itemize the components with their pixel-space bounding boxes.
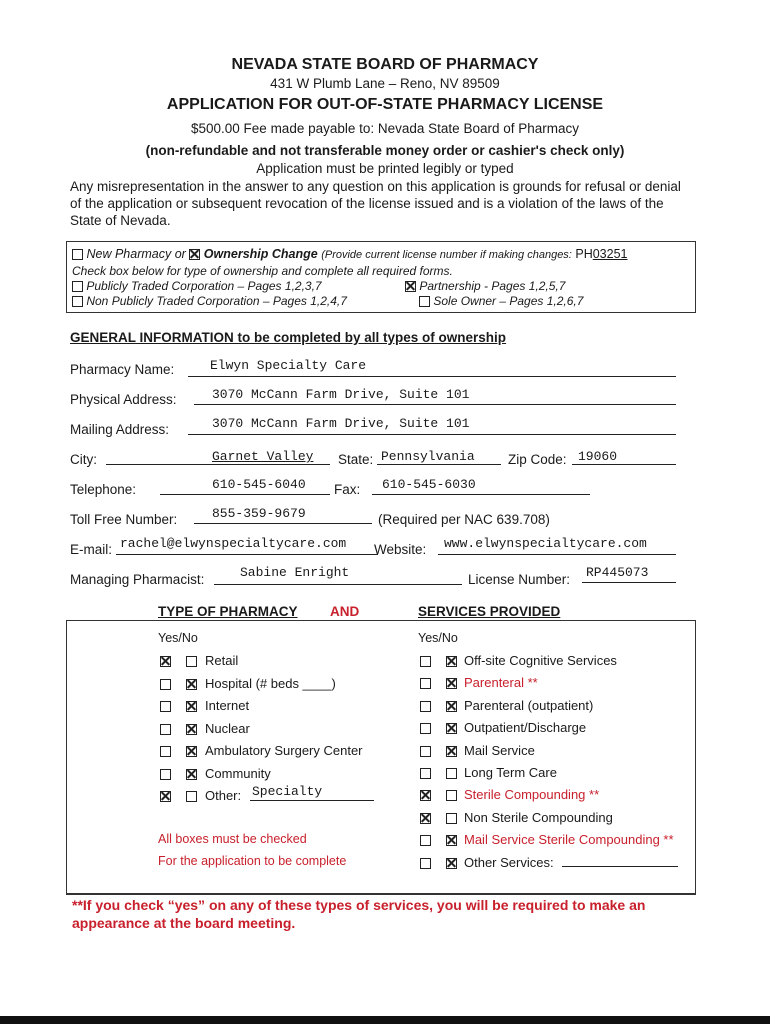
printed-line: Application must be printed legibly or typed — [256, 161, 514, 176]
service-yes-checkbox[interactable] — [420, 858, 431, 869]
service-no-checkbox[interactable] — [446, 678, 457, 689]
ownership-change-note: (Provide current license number if making changes: — [321, 249, 572, 261]
service-label: Outpatient/Discharge — [464, 720, 587, 736]
pharmacy-type-yes-checkbox[interactable] — [160, 769, 171, 780]
zip-label: Zip Code: — [508, 452, 567, 467]
service-label: Parenteral ** — [464, 675, 538, 691]
ownership-change-label: Ownership Change — [203, 247, 318, 261]
general-info-heading: GENERAL INFORMATION to be completed by all types of ownership — [70, 330, 507, 345]
mailing-address-label: Mailing Address: — [70, 422, 170, 437]
license-number-label: License Number: — [468, 572, 571, 587]
website-label: Website: — [374, 542, 427, 557]
service-no-checkbox[interactable] — [446, 835, 457, 846]
board-title: NEVADA STATE BOARD OF PHARMACY — [231, 56, 539, 73]
email-label: E-mail: — [70, 542, 113, 557]
service-label: Long Term Care — [464, 765, 557, 780]
service-no-checkbox[interactable] — [446, 813, 457, 824]
ownership-change-checkbox[interactable] — [189, 249, 200, 260]
pharmacy-type-no-checkbox[interactable] — [186, 746, 197, 757]
pharmacy-type-no-checkbox[interactable] — [186, 724, 197, 735]
city-field[interactable]: Garnet Valley — [212, 449, 314, 464]
service-yes-checkbox[interactable] — [420, 790, 431, 801]
pharmacy-type-yes-checkbox[interactable] — [160, 724, 171, 735]
service-label: Parenteral (outpatient) — [464, 697, 594, 713]
toll-free-field[interactable]: 855-359-9679 — [212, 506, 306, 521]
service-no-checkbox[interactable] — [446, 858, 457, 869]
footer-note-line2: appearance at the board meeting. — [72, 915, 296, 931]
license-number-field[interactable]: RP445073 — [586, 565, 649, 580]
pharmacy-type-yes-checkbox[interactable] — [160, 746, 171, 757]
pharmacy-type-label: Other: — [205, 788, 242, 803]
city-label: City: — [70, 452, 97, 467]
publicly-traded-label: Publicly Traded Corporation – Pages 1,2,3,7 — [86, 279, 322, 293]
partnership-label: Partnership - Pages 1,2,5,7 — [419, 279, 566, 293]
pharmacy-name-label: Pharmacy Name: — [70, 362, 175, 377]
telephone-label: Telephone: — [70, 482, 137, 497]
service-yes-checkbox[interactable] — [420, 656, 431, 667]
zip-field[interactable]: 19060 — [578, 449, 618, 464]
services-yesno-label: Yes/No — [418, 631, 458, 645]
non-publicly-traded-label: Non Publicly Traded Corporation – Pages 1,2,4,7 — [86, 294, 347, 308]
service-no-checkbox[interactable] — [446, 746, 457, 757]
misrepresentation-warning: Any misrepresentation in the answer to any question on this application is grounds for refusal or denial of the application or subsequent revocation of the license issued and is a violation of the laws of the State of Nevada. — [70, 179, 681, 228]
services-provided-heading: SERVICES PROVIDED — [418, 604, 561, 619]
pharmacy-type-no-checkbox[interactable] — [186, 679, 197, 690]
fax-field[interactable]: 610-545-6030 — [382, 477, 476, 492]
service-no-checkbox[interactable] — [446, 768, 457, 779]
pharmacy-type-yes-checkbox[interactable] — [160, 701, 171, 712]
service-label: Non Sterile Compounding — [464, 809, 613, 825]
sole-owner-label: Sole Owner – Pages 1,2,6,7 — [433, 294, 584, 308]
complete-note: For the application to be complete — [158, 854, 347, 868]
pharmacy-type-no-checkbox[interactable] — [186, 791, 197, 802]
new-pharmacy-label: New Pharmacy or — [86, 247, 186, 261]
service-yes-checkbox[interactable] — [420, 768, 431, 779]
type-of-pharmacy-heading: TYPE OF PHARMACY — [158, 604, 298, 619]
pharmacy-type-label: Ambulatory Surgery Center — [205, 743, 363, 758]
email-field[interactable]: rachel@elwynspecialtycare.com — [120, 536, 347, 551]
non-publicly-traded-checkbox[interactable] — [72, 296, 83, 307]
toll-free-note: (Required per NAC 639.708) — [378, 512, 550, 527]
mailing-address-field[interactable]: 3070 McCann Farm Drive, Suite 101 — [212, 416, 470, 431]
type-yesno-label: Yes/No — [158, 631, 198, 645]
pharmacy-type-label: Community — [205, 765, 271, 781]
pharmacy-type-label: Internet — [205, 698, 250, 713]
ownership-instruction: Check box below for type of ownership and complete all required forms. — [72, 264, 453, 278]
service-yes-checkbox[interactable] — [420, 701, 431, 712]
board-address: 431 W Plumb Lane – Reno, NV 89509 — [270, 76, 500, 91]
current-license-number[interactable]: 03251 — [592, 247, 628, 261]
pharmacy-type-no-checkbox[interactable] — [186, 656, 197, 667]
pharmacy-type-label: Retail — [205, 653, 239, 668]
service-no-checkbox[interactable] — [446, 656, 457, 667]
scan-edge — [0, 1016, 770, 1024]
state-field[interactable]: Pennsylvania — [381, 449, 475, 464]
pharmacy-type-no-checkbox[interactable] — [186, 769, 197, 780]
service-yes-checkbox[interactable] — [420, 723, 431, 734]
pharmacy-type-no-checkbox[interactable] — [186, 701, 197, 712]
fee-line: $500.00 Fee made payable to: Nevada State Board of Pharmacy — [191, 121, 579, 136]
state-label: State: — [338, 452, 374, 467]
service-label: Other Services: — [464, 854, 554, 870]
pharmacy-type-label: Nuclear — [205, 720, 250, 736]
service-label: Mail Service Sterile Compounding ** — [464, 832, 674, 848]
toll-free-label: Toll Free Number: — [70, 512, 178, 527]
pharmacy-type-label: Hospital (# beds ____) — [205, 675, 336, 691]
service-no-checkbox[interactable] — [446, 790, 457, 801]
ownership-box — [66, 241, 696, 313]
license-prefix: PH — [575, 247, 593, 261]
sole-owner-checkbox[interactable] — [419, 296, 430, 307]
service-label: Off-site Cognitive Services — [464, 653, 617, 668]
managing-pharmacist-label: Managing Pharmacist: — [70, 572, 205, 587]
managing-pharmacist-field[interactable]: Sabine Enright — [240, 565, 350, 580]
website-field[interactable]: www.elwynspecialtycare.com — [444, 536, 647, 551]
new-pharmacy-checkbox[interactable] — [72, 249, 83, 260]
other-type-field[interactable]: Specialty — [252, 784, 323, 799]
pharmacy-name-field[interactable]: Elwyn Specialty Care — [210, 358, 367, 373]
physical-address-field[interactable]: 3070 McCann Farm Drive, Suite 101 — [212, 387, 470, 402]
all-boxes-note: All boxes must be checked — [158, 832, 307, 846]
pharmacy-type-yes-checkbox[interactable] — [160, 656, 171, 667]
service-yes-checkbox[interactable] — [420, 835, 431, 846]
and-label: AND — [330, 604, 360, 619]
service-no-checkbox[interactable] — [446, 723, 457, 734]
telephone-field[interactable]: 610-545-6040 — [212, 477, 306, 492]
service-yes-checkbox[interactable] — [420, 813, 431, 824]
footer-note-line1: **If you check “yes” on any of these types of services, you will be required to make an — [72, 897, 646, 913]
form-title: APPLICATION FOR OUT-OF-STATE PHARMACY LICENSE — [166, 96, 604, 113]
pharmacy-type-yes-checkbox[interactable] — [160, 791, 171, 802]
refund-line: (non-refundable and not transferable money order or cashier's check only) — [145, 143, 625, 158]
physical-address-label: Physical Address: — [70, 392, 177, 407]
service-label: Sterile Compounding ** — [464, 787, 600, 803]
service-yes-checkbox[interactable] — [420, 746, 431, 757]
service-label: Mail Service — [464, 742, 535, 758]
partnership-checkbox[interactable] — [405, 281, 416, 292]
pharmacy-type-yes-checkbox[interactable] — [160, 679, 171, 690]
service-no-checkbox[interactable] — [446, 701, 457, 712]
fax-label: Fax: — [334, 482, 361, 497]
publicly-traded-checkbox[interactable] — [72, 281, 83, 292]
service-yes-checkbox[interactable] — [420, 678, 431, 689]
